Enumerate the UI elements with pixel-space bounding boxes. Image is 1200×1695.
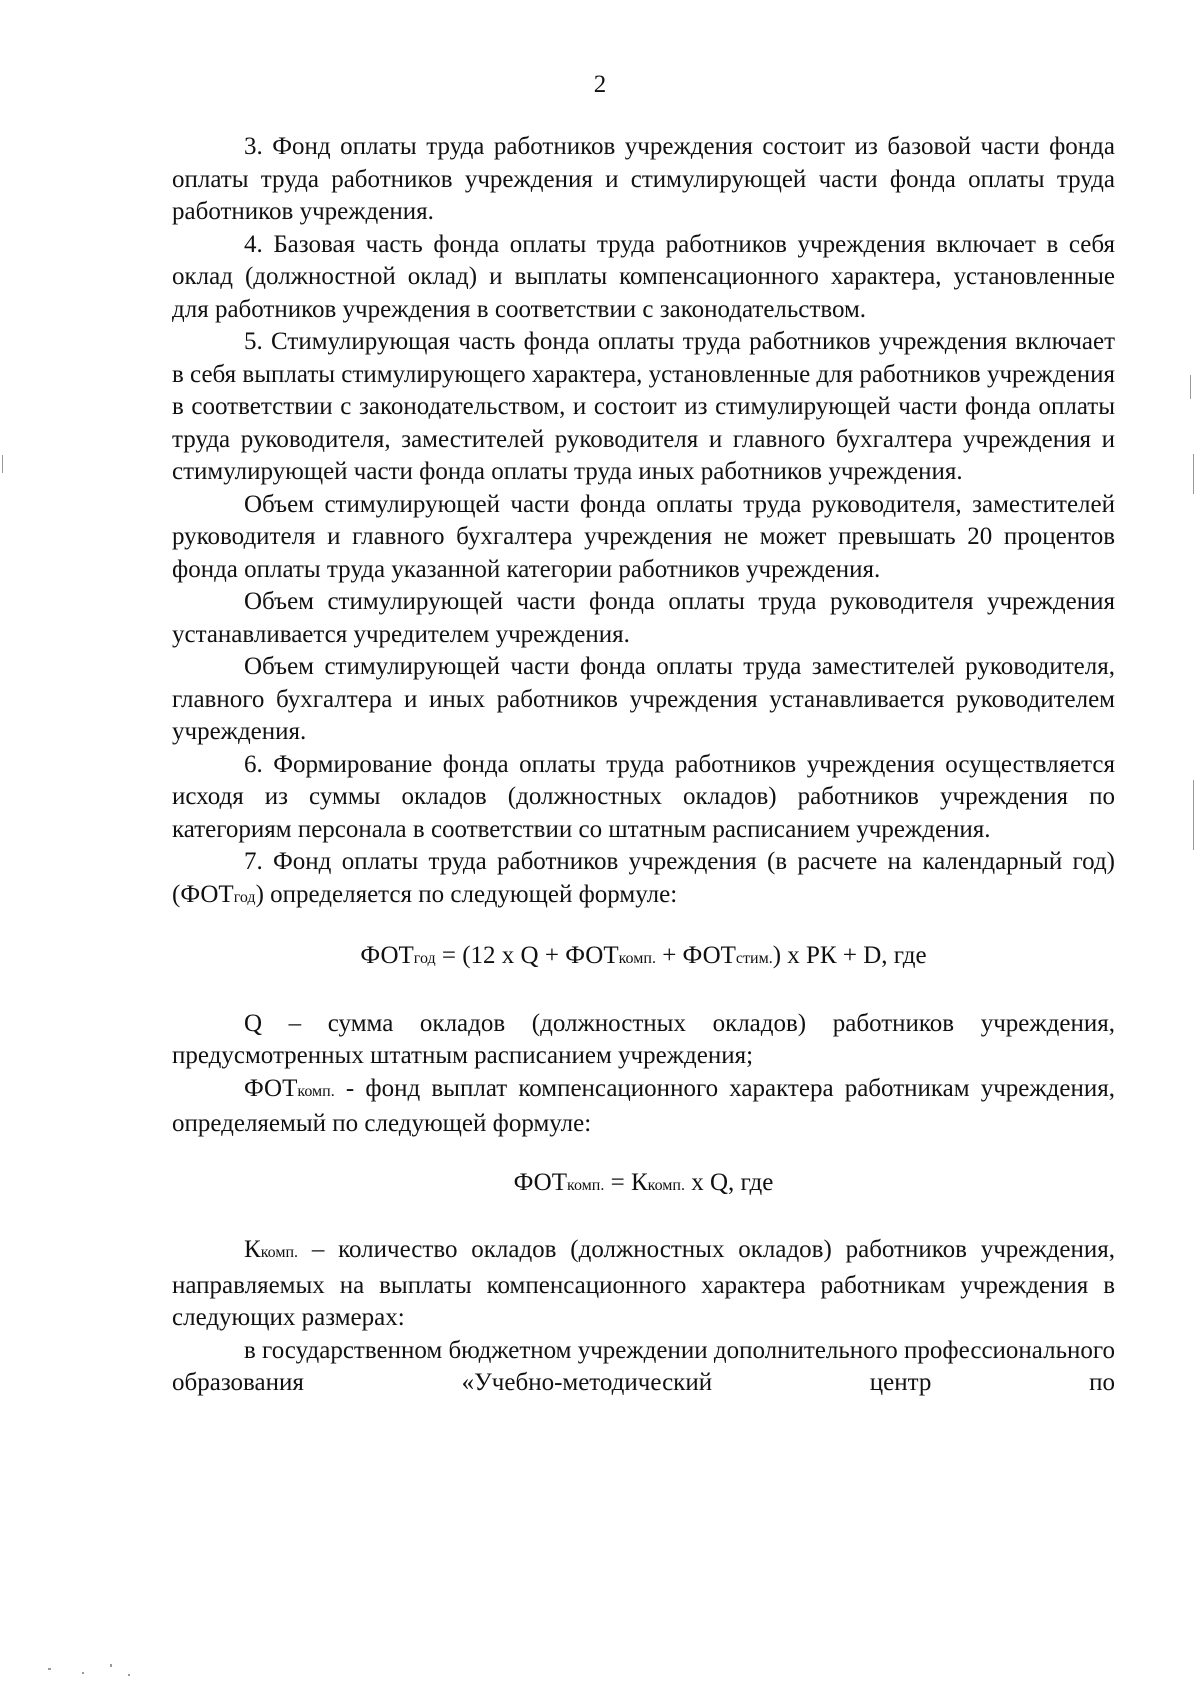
scan-artifact-line <box>1193 780 1194 850</box>
paragraph-5-others-volume: Объем стимулирующей части фонда оплаты труда заместителей руководителя, главного бухгалтера и иных работников учреждения устанавливается руководителем учреждения. <box>172 653 1115 745</box>
paragraph-6: 6. Формирование фонда оплаты труда работников учреждения осуществляется исходя из суммы окладов (должностных окладов) работников учреждения по категориям персонала в соответствии со штатным расписанием учреждения. <box>172 750 1115 843</box>
scan-artifact-dot <box>128 1674 130 1676</box>
paragraph-7-text-start: 7. Фонд оплаты труда работников учреждения (в расчете на календарный год) (ФОТ <box>172 848 1115 908</box>
scan-artifact-dot <box>48 1668 51 1670</box>
scan-artifact-dot <box>82 1672 84 1674</box>
scan-artifact-line <box>2 455 3 473</box>
scan-artifact-dot <box>110 1664 112 1667</box>
formula-fot-year <box>172 940 1115 976</box>
paragraph-7 <box>172 846 1115 914</box>
scan-artifact-line <box>1190 375 1191 399</box>
formula2-term2: = К <box>604 1168 648 1196</box>
paragraph-5: 5. Стимулирующая часть фонда оплаты труда работников учреждения включает в себя выплаты стимулирующего характера, установленные для работников учреждения в соответствии с законодательством, и состоит из стимулирующей части фонда оплаты труда руководителя, заместителей руководителя и главного бухгалтера учреждения и стимулирующей части фонда оплаты труда иных работников учреждения. <box>172 328 1115 485</box>
paragraph-7-text-end: ) определяется по следующей формуле: <box>255 880 678 908</box>
kkomp-term: К <box>244 1236 261 1263</box>
paragraph-4: 4. Базовая часть фонда оплаты труда работников учреждения включает в себя оклад (должностной оклад) и выплаты компенсационного характера, установленные для работников учреждения в соответствии с законодательством. <box>172 230 1115 323</box>
document-body <box>172 131 1115 1400</box>
formula1-term3: + ФОТ <box>655 942 736 969</box>
formula1-sub3: стим. <box>735 950 773 967</box>
kkomp-definition <box>172 1234 1115 1335</box>
paragraph-5-head-volume: Объем стимулирующей части фонда оплаты труда руководителя учреждения устанавливается учредителем учреждения. <box>172 588 1115 648</box>
page-number: 2 <box>593 71 607 98</box>
fotkomp-subscript: комп. <box>297 1082 335 1100</box>
formula2-sub2: комп. <box>647 1176 685 1194</box>
formula2-term3: х Q, где <box>684 1168 774 1196</box>
formula-fot-komp <box>172 1167 1115 1203</box>
fotkomp-definition-text: - фонд выплат компенсационного характера работникам учреждения, определяемый по следующей формуле: <box>172 1074 1115 1137</box>
paragraph-5-volume-limit: Объем стимулирующей части фонда оплаты труда руководителя, заместителей руководителя и главного бухгалтера учреждения не может превышать 20 процентов фонда оплаты труда указанной категории работников учреждения. <box>172 490 1115 583</box>
formula1-sub2: комп. <box>618 950 656 967</box>
formula1-term2: = (12 х Q + ФОТ <box>435 942 619 969</box>
paragraph-3: 3. Фонд оплаты труда работников учреждения состоит из базовой части фонда оплаты труда работников учреждения и стимулирующей части фонда оплаты труда работников учреждения. <box>172 133 1115 225</box>
paragraph-7-subscript: год <box>233 888 256 906</box>
formula2-term1: ФОТ <box>513 1168 568 1196</box>
formula1-term1: ФОТ <box>360 942 414 969</box>
kkomp-definition-text: – количество окладов (должностных окладов) работников учреждения, направляемых на выплаты компенсационного характера работникам учреждения в следующих размерах: <box>172 1236 1115 1331</box>
kkomp-subscript: комп. <box>260 1244 299 1261</box>
paragraph-institution: в государственном бюджетном учреждении дополнительного профессионального образования «Учебно-методический центр по <box>172 1336 1115 1396</box>
formula2-sub1: комп. <box>567 1176 605 1194</box>
fotkomp-term: ФОТ <box>244 1074 298 1102</box>
formula1-term4: ) х РК + D, где <box>772 942 927 969</box>
formula1-sub1: год <box>413 950 436 967</box>
fotkomp-definition <box>172 1073 1115 1141</box>
q-definition: Q – сумма окладов (должностных окладов) работников учреждения, предусмотренных штатным расписанием учреждения; <box>172 1009 1115 1069</box>
scan-artifact-line <box>1193 454 1194 494</box>
